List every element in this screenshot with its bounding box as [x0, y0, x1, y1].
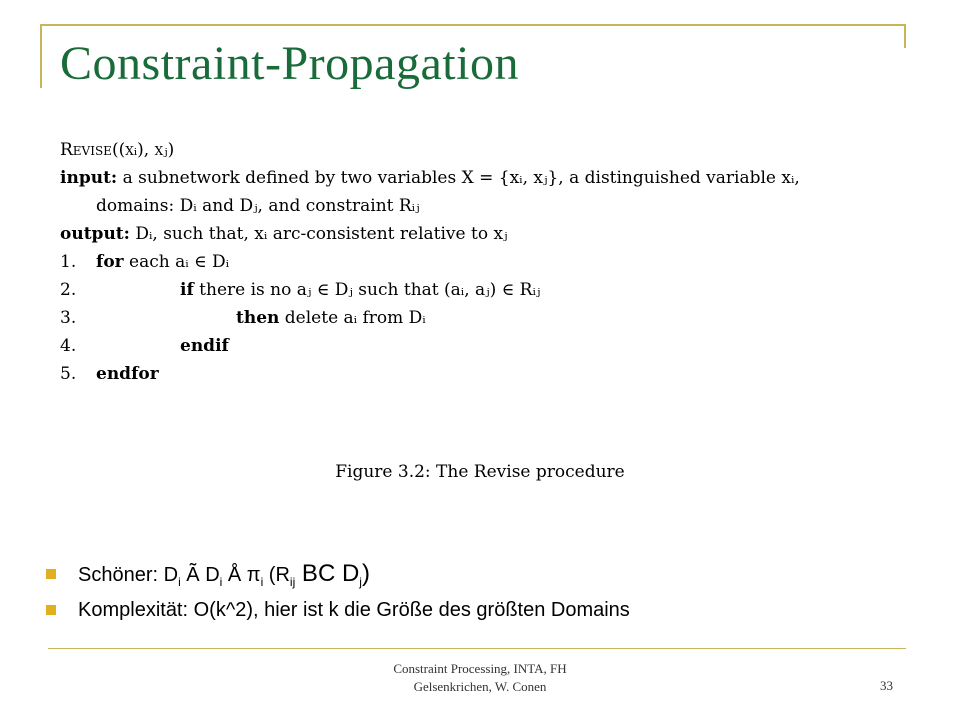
slide-frame-left — [40, 24, 42, 88]
algorithm-header: Revise((xᵢ), xⱼ) — [60, 140, 175, 160]
algorithm-input: input: a subnetwork defined by two variables X = {xᵢ, xⱼ}, a distinguished variable xᵢ, — [60, 168, 800, 188]
algorithm-figure — [60, 136, 940, 388]
slide-title: Constraint-Propagation — [60, 37, 519, 90]
bullet-square-icon — [46, 605, 56, 615]
algorithm-step-3: 3. then delete aᵢ from Dᵢ — [60, 308, 426, 328]
page-number: 33 — [880, 678, 893, 693]
slide-frame-right — [904, 24, 906, 48]
footer-divider — [48, 648, 906, 649]
footer-text: Constraint Processing, INTA, FH Gelsenkrichen, W. Conen — [393, 661, 567, 694]
figure-caption: Figure 3.2: The Revise procedure — [335, 462, 625, 482]
slide-frame-top — [40, 24, 906, 26]
bullet-square-icon — [46, 569, 56, 579]
algorithm-step-1: 1. for each aᵢ ∈ Dᵢ — [60, 252, 230, 272]
bullet-item: Komplexität: O(k^2), hier ist k die Größe des größten Domains — [44, 592, 630, 628]
algorithm-step-2: 2. if there is no aⱼ ∈ Dⱼ such that (aᵢ, aⱼ) ∈ Rᵢⱼ — [60, 280, 541, 300]
bullet-item: Schöner: $D_i$ Ã $D_i$ Å $\pi_i$ ($R_{ij}$ BC $D_j$) — [44, 556, 630, 592]
algorithm-input-cont: domains: Dᵢ and Dⱼ, and constraint Rᵢⱼ — [96, 196, 420, 216]
algorithm-step-4: 4. endif — [60, 336, 229, 356]
algorithm-output: output: Dᵢ, such that, xᵢ arc-consistent relative to xⱼ — [60, 224, 508, 244]
bullet-list — [44, 556, 630, 628]
algorithm-step-5: 5. endfor — [60, 364, 159, 384]
